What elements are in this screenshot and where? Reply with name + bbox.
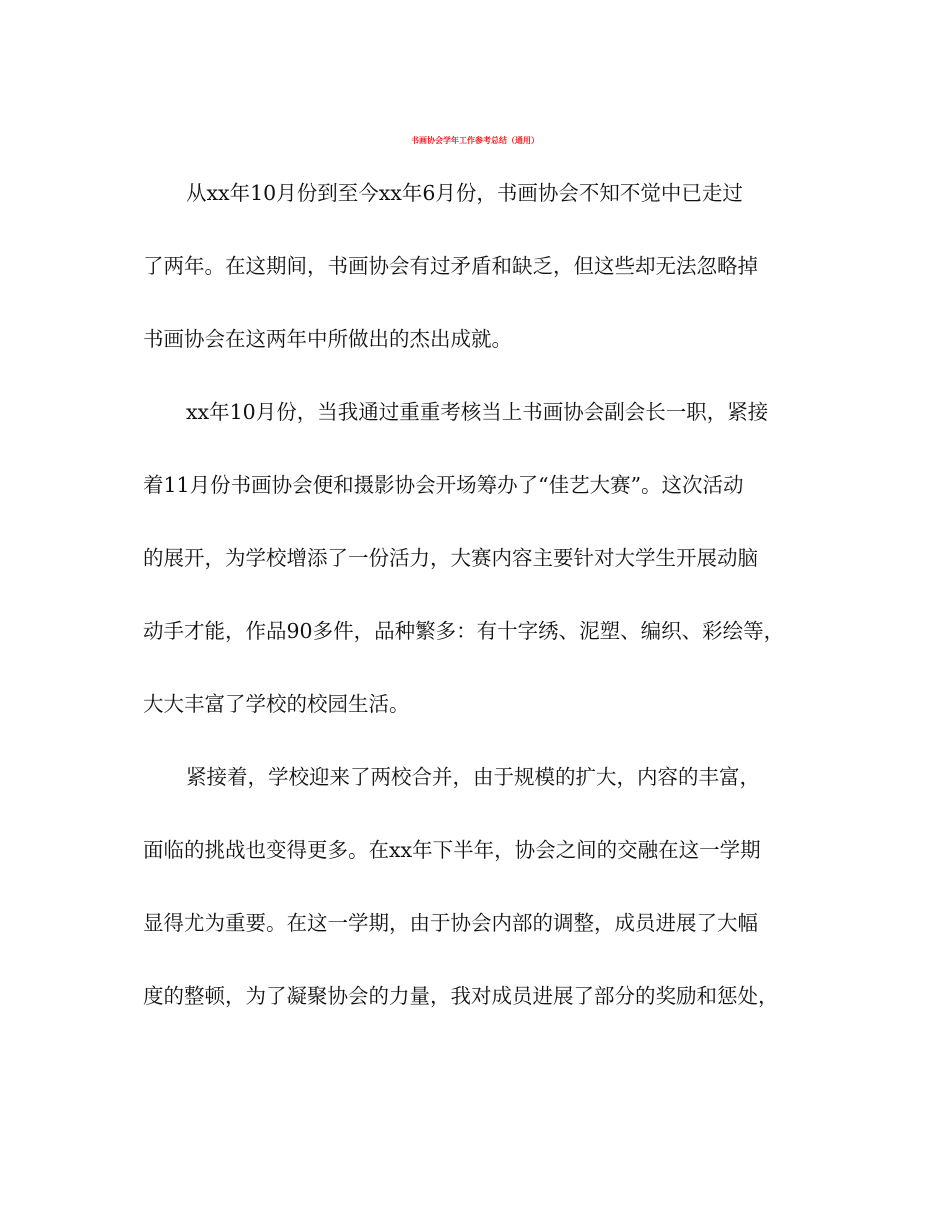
body-line-11: 显得尤为重要。在这一学期，由于协会内部的调整，成员进展了大幅 [143, 911, 758, 935]
body-line-12: 度的整顿，为了凝聚协会的力量，我对成员进展了部分的奖励和惩处， [143, 984, 779, 1008]
body-line-5: 着11月份书画协会便和摄影协会开场筹办了“佳艺大赛”。这次活动 [143, 473, 744, 497]
body-line-3: 书画协会在这两年中所做出的杰出成就。 [143, 327, 512, 351]
body-line-2: 了两年。在这期间，书画协会有过矛盾和缺乏，但这些却无法忽略掉 [143, 254, 758, 278]
body-line-4: xx年10月份，当我通过重重考核当上书画协会副会长一职，紧接 [186, 400, 769, 424]
body-line-1: 从xx年10月份到至今xx年6月份，书画协会不知不觉中已走过 [186, 181, 743, 205]
body-line-8: 大大丰富了学校的校园生活。 [143, 692, 410, 716]
body-line-6: 的展开，为学校增添了一份活力，大赛内容主要针对大学生开展动脑 [143, 546, 758, 570]
body-line-9: 紧接着，学校迎来了两校合并，由于规模的扩大，内容的丰富， [186, 765, 760, 789]
body-line-7: 动手才能，作品90多件，品种繁多：有十字绣、泥塑、编织、彩绘等， [143, 619, 785, 643]
document-title: 书画协会学年工作参考总结（通用） [411, 136, 539, 145]
body-line-10: 面临的挑战也变得更多。在xx年下半年，协会之间的交融在这一学期 [143, 838, 761, 862]
